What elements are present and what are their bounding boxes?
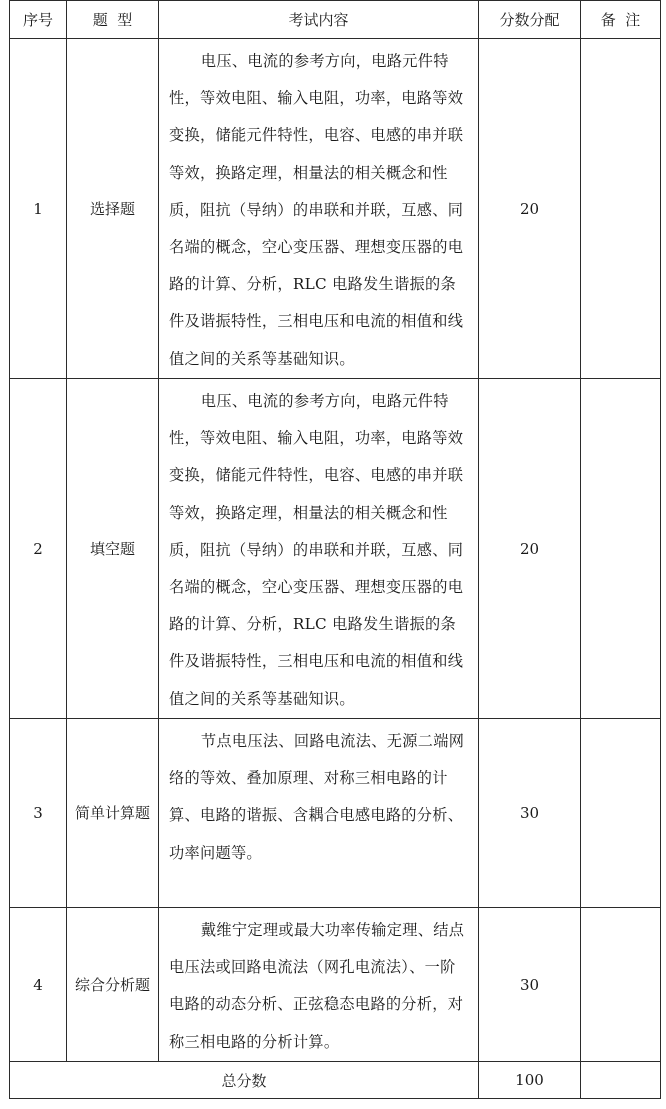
table-row (10, 39, 661, 379)
question-type: 简单计算题 (67, 719, 159, 908)
table-row (10, 719, 661, 908)
header-number: 序号 (10, 1, 67, 39)
row-number: 3 (10, 719, 67, 908)
total-remark (581, 1062, 661, 1099)
remark-cell (581, 908, 661, 1062)
question-type: 填空题 (67, 379, 159, 719)
exam-content-text: 电压、电流的参考方向，电路元件特性，等效电阻、输入电阻，功率，电路等效变换，储能元件特性，电容、电感的串并联等效，换路定理，相量法的相关概念和性质，阻抗（导纳）的串联和并联，互感、同名端的概念，空心变压器、理想变压器的电路的计算、分析，RLC 电路发生谐振的条件及谐振特性，三相电压和电流的相值和线值之间的关系等基础知识。 (169, 52, 464, 368)
row-number: 1 (10, 39, 67, 379)
question-type: 选择题 (67, 39, 159, 379)
exam-content-table (9, 0, 661, 1099)
header-question-type: 题 型 (67, 1, 159, 39)
remark-cell (581, 719, 661, 908)
question-type: 综合分析题 (67, 908, 159, 1062)
table-header-row (10, 1, 661, 39)
score-value: 20 (479, 39, 581, 379)
header-exam-content: 考试内容 (159, 1, 479, 39)
remark-cell (581, 39, 661, 379)
exam-content (159, 39, 479, 379)
score-value: 20 (479, 379, 581, 719)
exam-content-text: 电压、电流的参考方向，电路元件特性，等效电阻、输入电阻，功率，电路等效变换，储能元件特性，电容、电感的串并联等效，换路定理，相量法的相关概念和性质，阻抗（导纳）的串联和并联，互感、同名端的概念，空心变压器、理想变压器的电路的计算、分析，RLC 电路发生谐振的条件及谐振特性，三相电压和电流的相值和线值之间的关系等基础知识。 (169, 392, 464, 708)
total-row (10, 1062, 661, 1099)
remark-cell (581, 379, 661, 719)
row-number: 4 (10, 908, 67, 1062)
score-value: 30 (479, 908, 581, 1062)
total-score: 100 (479, 1062, 581, 1099)
exam-content (159, 719, 479, 908)
total-label: 总分数 (10, 1062, 479, 1099)
header-score-allocation: 分数分配 (479, 1, 581, 39)
exam-content-text: 戴维宁定理或最大功率传输定理、结点电压法或回路电流法（网孔电流法）、一阶电路的动态分析、正弦稳态电路的分析，对称三相电路的分析计算。 (169, 921, 465, 1051)
row-number: 2 (10, 379, 67, 719)
score-value: 30 (479, 719, 581, 908)
exam-content (159, 379, 479, 719)
table-row (10, 379, 661, 719)
exam-content (159, 908, 479, 1062)
exam-content-text: 节点电压法、回路电流法、无源二端网络的等效、叠加原理、对称三相电路的计算、电路的谐振、含耦合电感电路的分析、功率问题等。 (169, 732, 465, 862)
table-row (10, 908, 661, 1062)
header-remark: 备 注 (581, 1, 661, 39)
